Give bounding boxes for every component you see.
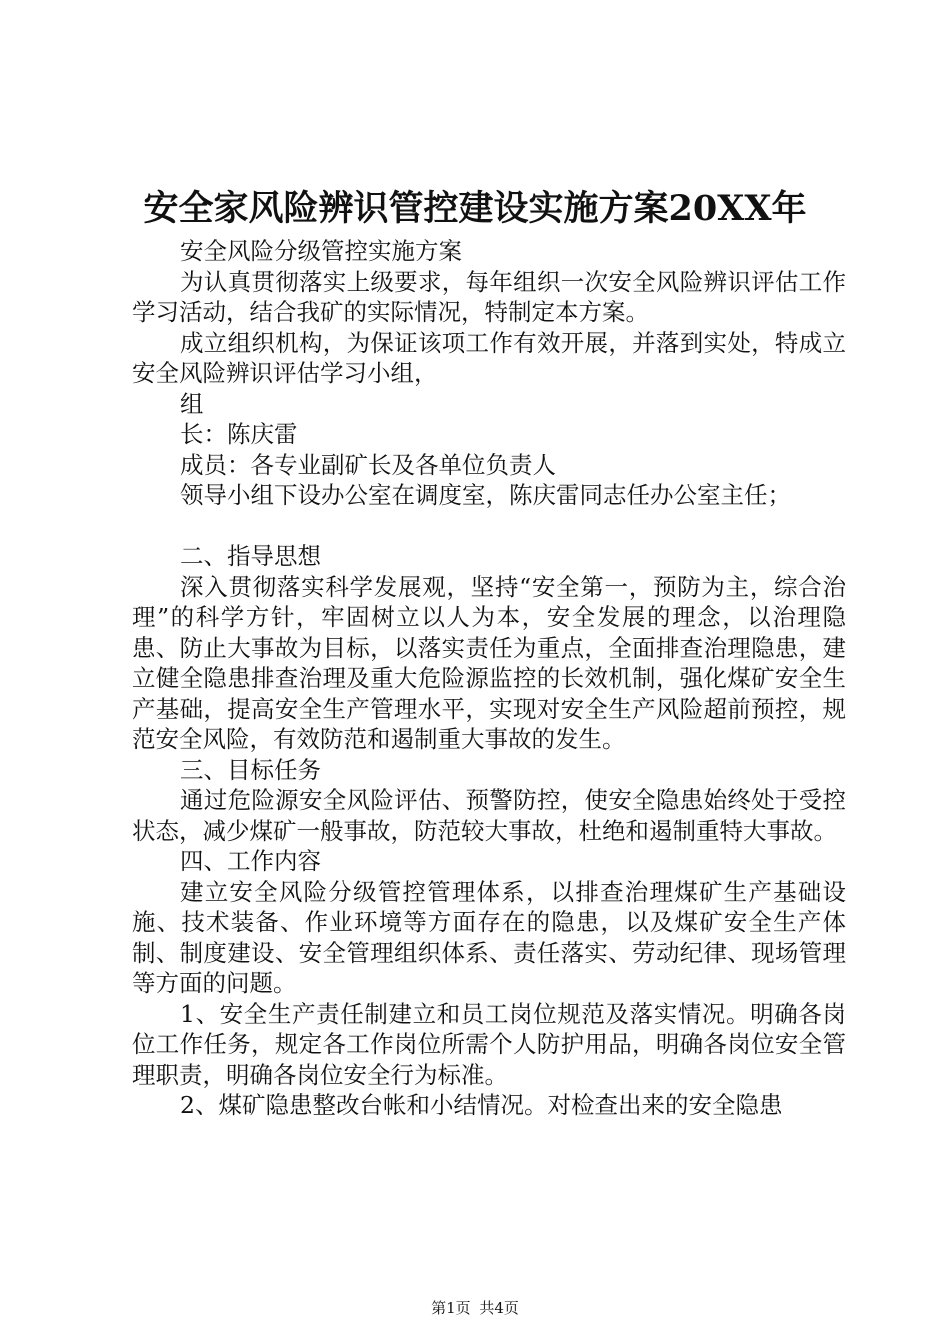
page-footer [0, 1298, 950, 1318]
paragraph-group-leader: 长：陈庆雷 [180, 420, 298, 448]
paragraph-item-1: 1、安全生产责任制建立和员工岗位规范及落实情况。明确各岗位工作任务，规定各工作岗位所需个人防护用品，明确各岗位安全管理职责，明确各岗位安全行为标准。 [132, 999, 846, 1089]
paragraph-blank [132, 511, 846, 542]
paragraph-members: 成员：各专业副矿长及各单位负责人 [180, 450, 556, 479]
paragraph-guiding-thought: 深入贯彻落实科学发展观，坚持“安全第一，预防为主，综合治理”的科学方针，牢固树立以人为本，安全发展的理念，以治理隐患、防止大事故为目标，以落实责任为重点，全面排查治理隐患，建立健全隐患排查治理及重大危险源监控的长效机制，强化煤矿安全生产基础，提高安全生产管理水平，实现对安全生产风险超前预控，规范安全风险，有效防范和遏制重大事故的发生。 [132, 572, 846, 753]
document-body [132, 236, 846, 1121]
heading-goals: 三、目标任务 [180, 755, 321, 784]
paragraph-work-content: 建立安全风险分级管控管理体系，以排查治理煤矿生产基础设施、技术装备、作业环境等方面存在的隐患，以及煤矿安全生产体制、制度建设、安全管理组织体系、责任落实、劳动纪律、现场管理等方面的问题。 [132, 877, 846, 997]
page-total: 共4页 [479, 1299, 519, 1317]
paragraph-office: 领导小组下设办公室在调度室，陈庆雷同志任办公室主任； [180, 481, 791, 509]
paragraph-subtitle: 安全风险分级管控实施方案 [180, 237, 462, 265]
paragraph-group-label: 组 [180, 389, 204, 418]
heading-work-content: 四、工作内容 [180, 847, 321, 875]
document-title: 安全家风险辨识管控建设实施方案20XX年 [143, 188, 807, 229]
paragraph-goals: 通过危险源安全风险评估、预警防控，使安全隐患始终处于受控状态，减少煤矿一般事故，防范较大事故，杜绝和遏制重特大事故。 [132, 786, 846, 845]
paragraph-intro: 为认真贯彻落实上级要求，每年组织一次安全风险辨识评估工作学习活动，结合我矿的实际情况，特制定本方案。 [132, 267, 846, 326]
paragraph-organization: 成立组织机构，为保证该项工作有效开展，并落到实处，特成立安全风险辨识评估学习小组， [132, 328, 846, 387]
page-number: 第1页 [431, 1299, 471, 1317]
paragraph-item-2: 2、煤矿隐患整改台帐和小结情况。对检查出来的安全隐患 [180, 1091, 783, 1119]
heading-guiding-thought: 二、指导思想 [180, 542, 321, 570]
